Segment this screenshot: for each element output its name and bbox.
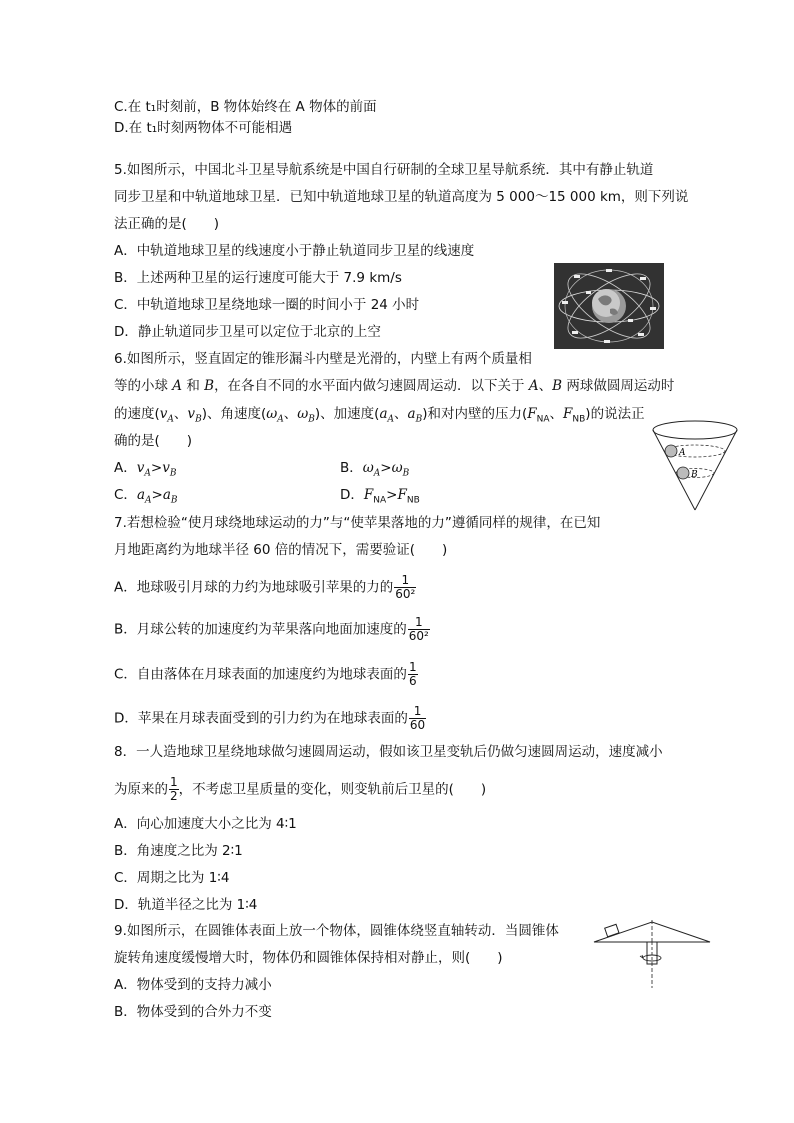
q5-stem-line2: 同步卫星和中轨道地球卫星．已知中轨道地球卫星的轨道高度为 5 000～15 000 km，则下列说 [114,189,689,205]
q5-stem-line3: 法正确的是( ) [114,216,220,232]
q7-stem-line1: 7.若想检验“使月球绕地球运动的力”与“使苹果落地的力”遵循同样的规律，在已知 [114,515,601,531]
q8-option-d: D．轨道半径之比为 1∶4 [114,897,258,913]
q9-option-b: B．物体受到的合外力不变 [114,1004,272,1020]
q4-option-d: D.在 t₁时刻两物体不可能相遇 [114,120,293,136]
q6-option-a: A．$v_A>v_B$ [114,460,177,479]
q5-option-d: D．静止轨道同步卫星可以定位于北京的上空 [114,324,381,340]
q7-option-c: C．自由落体在月球表面的加速度约为地球表面的 $\frac{1}{6}$ [114,660,417,688]
q5-option-c: C．中轨道地球卫星绕地球一圈的时间小于 24 小时 [114,297,420,313]
q9-stem-line1: 9.如图所示，在圆锥体表面上放一个物体，圆锥体绕竖直轴转动．当圆锥体 [114,923,559,939]
fraction: $\frac{1}{2}$ [170,775,178,803]
q6-stem-line2: 等的小球 A 和 B，在各自不同的水平面内做匀速圆周运动．以下关于 A、B 两球做圆周运动时 [114,378,675,394]
q7-option-b: B．月球公转的加速度约为苹果落向地面加速度的 $\frac{1}{\text{60²}}$ [114,615,429,643]
q6-option-b: B．$\omega_A>\omega_B$ [340,460,410,479]
q6-stem-line4: 确的是( ) [114,433,193,449]
q8-option-c: C．周期之比为 1∶4 [114,870,230,886]
satellite-orbit-photo [554,263,664,349]
cone-funnel-diagram [648,418,742,512]
q8-stem-line1: 8．一人造地球卫星绕地球做匀速圆周运动，假如该卫星变轨后仍做匀速圆周运动，速度减小 [114,744,663,760]
fraction: $\frac{1}{60}$ [409,704,426,732]
q9-stem-line2: 旋转角速度缓慢增大时，物体仍和圆锥体保持相对静止，则( ) [114,950,503,966]
q5-stem-line1: 5.如图所示，中国北斗卫星导航系统是中国自行研制的全球卫星导航系统．其中有静止轨道 [114,162,654,178]
q5-option-a: A．中轨道地球卫星的线速度小于静止轨道同步卫星的线速度 [114,243,475,259]
q5-option-b: B．上述两种卫星的运行速度可能大于 7.9 km/s [114,270,402,286]
q9-option-a: A．物体受到的支持力减小 [114,977,272,993]
q4-option-c: C.在 t₁时刻前，B 物体始终在 A 物体的前面 [114,99,377,115]
q6-option-d: D．$F_{NA}>F_{NB}$ [340,487,420,506]
q6-stem-line3: 的速度($v_A$、$v_B$)、角速度($\omega_A$、$\omega_B$)、加速度($a_A$、$a_B$)和对内壁的压力($F_{NA}$、$F_{NB}$)的说法正 [114,406,645,425]
q8-stem-line2: 为原来的 $\frac{1}{2}$ ，不考虑卫星质量的变化，则变轨前后卫星的( ) [114,775,487,803]
q6-option-c: C．$a_A>a_B$ [114,487,178,506]
ball-label-b: B [691,470,698,480]
q7-stem-line2: 月地距离约为地球半径 60 倍的情况下，需要验证( ) [114,542,448,558]
rotating-cone-diagram [590,918,714,990]
q8-option-a: A．向心加速度大小之比为 4∶1 [114,816,297,832]
fraction: $\frac{1}{\text{60²}}$ [408,615,429,643]
q6-stem-line1: 6.如图所示，竖直固定的锥形漏斗内壁是光滑的，内壁上有两个质量相 [114,351,532,367]
fraction: $\frac{1}{6}$ [408,660,417,688]
fraction: $\frac{1}{\text{60²}}$ [395,573,416,601]
q7-option-a: A．地球吸引月球的力约为地球吸引苹果的力的 $\frac{1}{\text{60²}}$ [114,573,416,601]
q8-option-b: B．角速度之比为 2∶1 [114,843,243,859]
q7-option-d: D．苹果在月球表面受到的引力约为在地球表面的 $\frac{1}{60}$ [114,704,426,732]
ball-label-a: A [679,448,686,458]
